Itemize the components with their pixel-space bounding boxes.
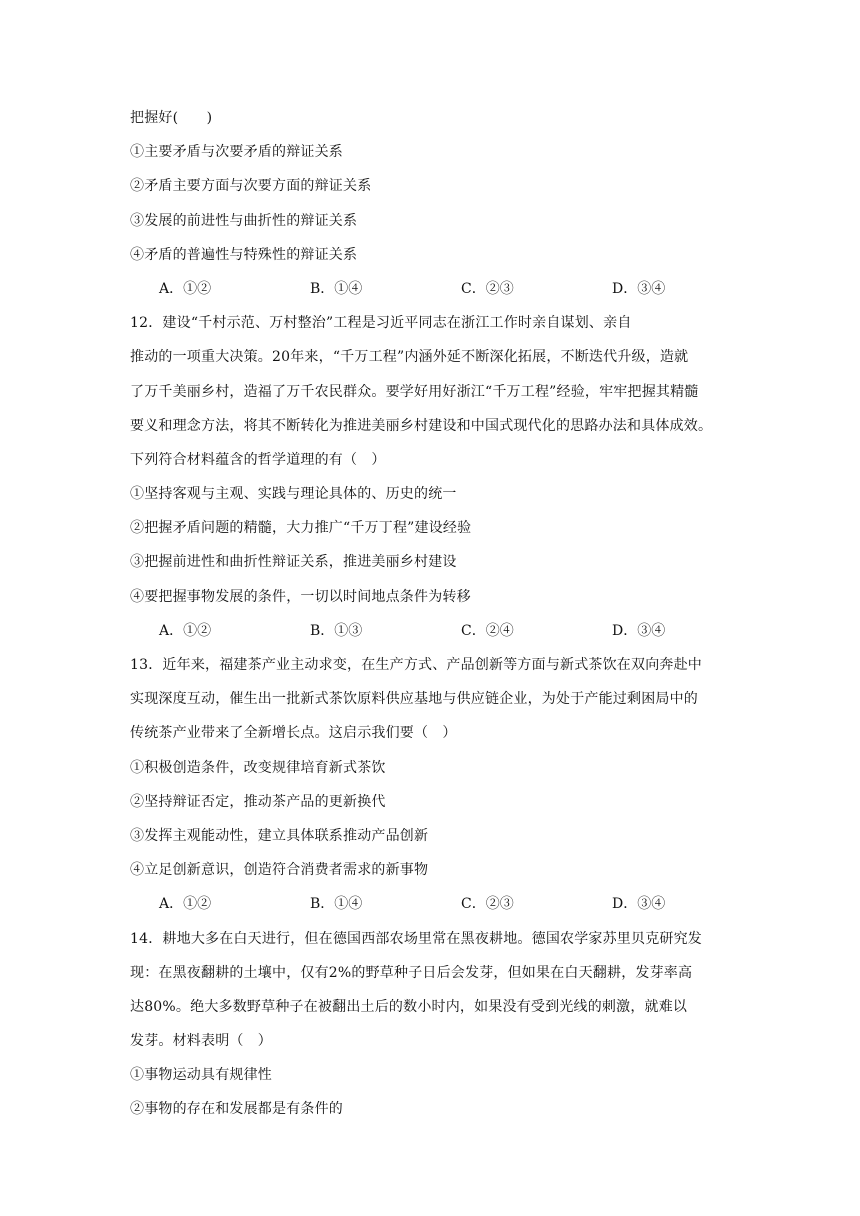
question-11-statement: ②矛盾主要方面与次要方面的辩证关系	[130, 178, 372, 195]
question-14-stem-line: 达80%。绝大多数野草种子在被翻出土后的数小时内，如果没有受到光线的刺激，就难以	[130, 998, 688, 1015]
option-d: D．③④	[612, 280, 666, 297]
question-12-statement: ①坚持客观与主观、实践与理论具体的、历史的统一	[130, 486, 457, 503]
question-14-statement: ①事物运动具有规律性	[130, 1067, 272, 1084]
question-11-statement: ③发展的前进性与曲折性的辩证关系	[130, 212, 358, 229]
question-14-stem-line: 发芽。材料表明（ ）	[130, 1033, 272, 1050]
question-13	[130, 655, 750, 914]
option-c: C．②③	[461, 280, 514, 297]
question-11-statement: ④矛盾的普遍性与特殊性的辩证关系	[130, 246, 358, 263]
question-12-statement: ③把握前进性和曲折性辩证关系，推进美丽乡村建设	[130, 554, 457, 571]
question-14-stem-line: 14．耕地大多在白天进行，但在德国西部农场里常在黑夜耕地。德国农学家苏里贝克研究发	[130, 930, 703, 947]
question-14-statement: ②事物的存在和发展都是有条件的	[130, 1101, 343, 1118]
option-c: C．②③	[461, 896, 514, 913]
question-13-statement: ④立足创新意识，创造符合消费者需求的新事物	[130, 862, 429, 879]
question-13-stem-line: 13．近年来，福建茶产业主动求变，在生产方式、产品创新等方面与新式茶饮在双向奔赴中	[130, 657, 703, 673]
option-a: A．①②	[159, 280, 212, 297]
option-a: A．①②	[159, 896, 212, 913]
question-14	[130, 929, 750, 1120]
option-a: A．①②	[159, 622, 212, 639]
question-12	[130, 313, 750, 641]
question-11-intro: 把握好( )	[130, 110, 213, 126]
option-d: D．③④	[612, 622, 666, 639]
question-11-statement: ①主要矛盾与次要矛盾的辩证关系	[130, 144, 343, 161]
question-12-statement: ②把握矛盾问题的精髓，大力推广“千万丁程”建设经验	[130, 520, 472, 537]
question-12-stem-line: 12．建设“千村示范、万村整治”工程是习近平同志在浙江工作时亲自谋划、亲自	[130, 315, 632, 332]
question-13-stem-line: 传统茶产业带来了全新增长点。这启示我们要（ ）	[130, 725, 457, 742]
question-12-stem-line: 推动的一项重大决策。20年来，“千万工程”内涵外延不断深化拓展，不断迭代升级，造就	[130, 349, 689, 366]
question-14-stem-line: 现：在黑夜翻耕的土壤中，仅有2%的野草种子日后会发芽，但如果在白天翻耕，发芽率高	[130, 964, 693, 981]
question-12-stem-line: 了万千美丽乡村，造福了万千农民群众。要学好用好浙江“千万工程”经验，牢牢把握其精髓	[130, 383, 699, 400]
question-12-stem-line: 下列符合材料蕴含的哲学道理的有（ ）	[130, 451, 386, 468]
question-13-stem-line: 实现深度互动，催生出一批新式茶饮原料供应基地与供应链企业，为处于产能过剩困局中的	[130, 691, 698, 708]
question-11	[130, 108, 750, 299]
question-13-statement: ③发挥主观能动性，建立具体联系推动产品创新	[130, 827, 429, 844]
option-b: B．①④	[310, 280, 363, 297]
question-12-statement: ④要把握事物发展的条件，一切以时间地点条件为转移	[130, 588, 471, 605]
option-d: D．③④	[612, 896, 666, 913]
question-12-stem-line: 要义和理念方法，将其不断转化为推进美丽乡村建设和中国式现代化的思路办法和具体成效。	[130, 417, 713, 434]
question-13-statement: ①积极创造条件，改变规律培育新式茶饮	[130, 759, 386, 776]
option-c: C．②④	[461, 622, 514, 639]
document-content	[130, 108, 750, 1134]
question-12-options	[130, 621, 750, 641]
question-13-options	[130, 894, 750, 914]
question-13-statement: ②坚持辩证否定，推动茶产品的更新换代	[130, 793, 386, 810]
option-b: B．①③	[310, 622, 363, 639]
question-11-options	[130, 279, 750, 299]
option-b: B．①④	[310, 896, 363, 913]
